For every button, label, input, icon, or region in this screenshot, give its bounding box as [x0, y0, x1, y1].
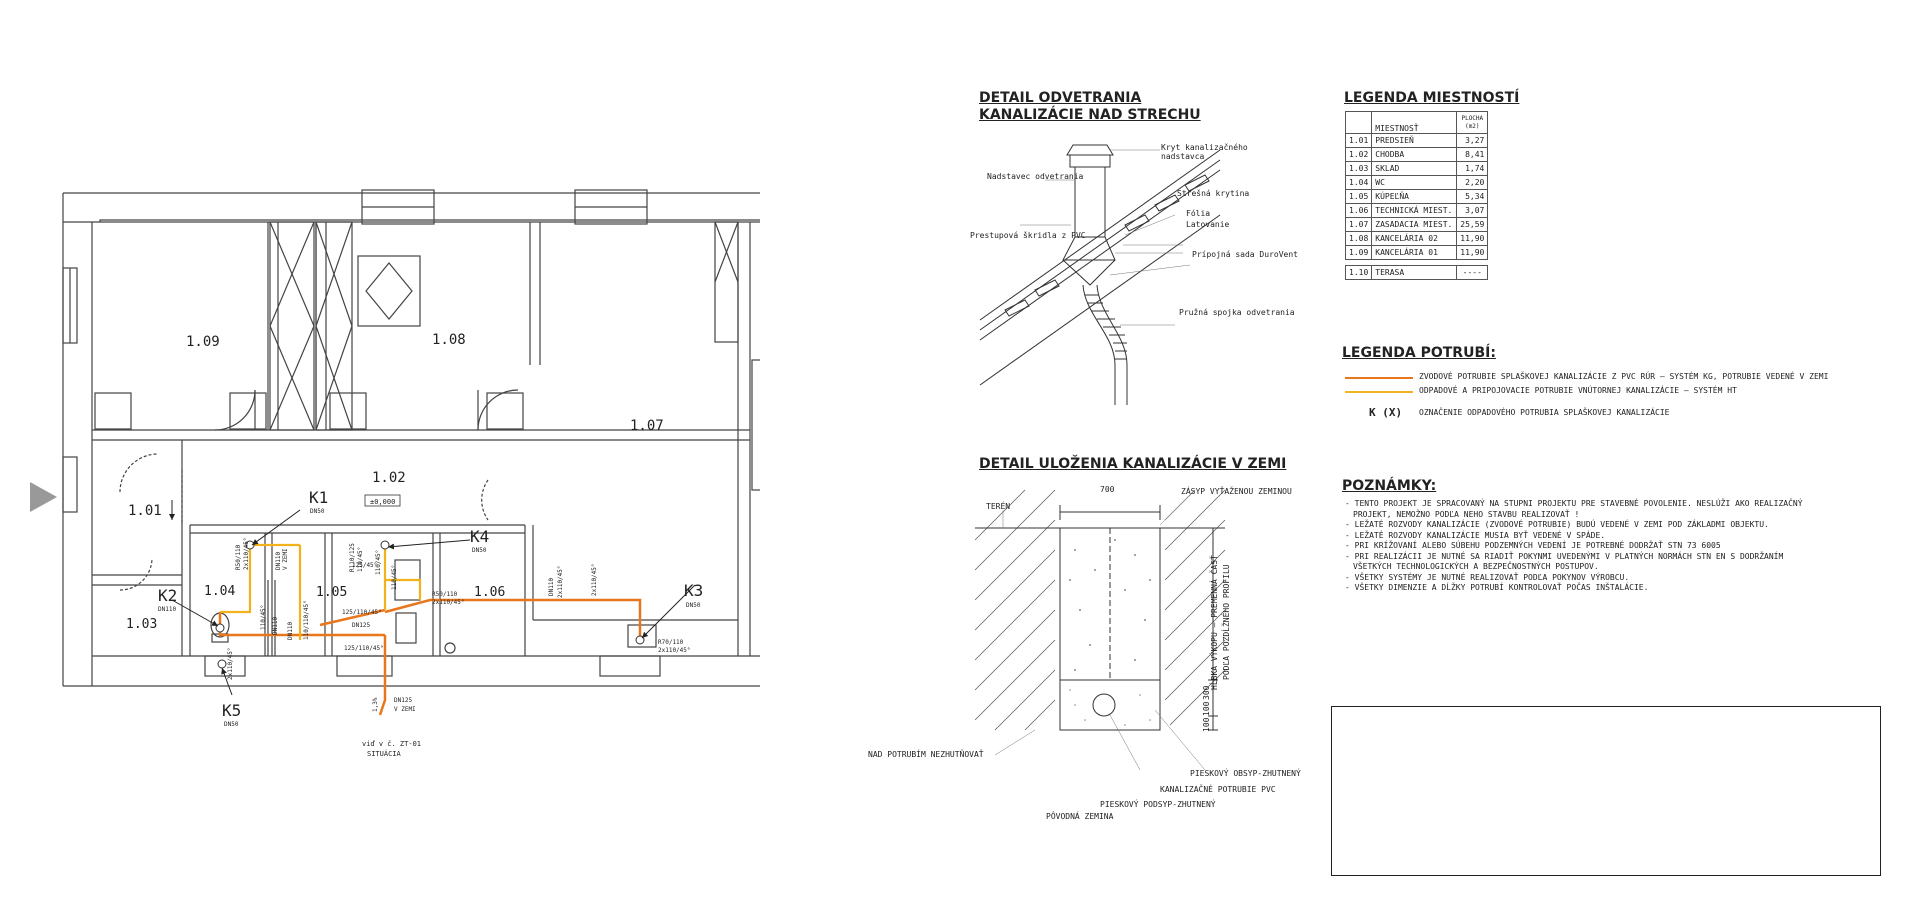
floor-plan: [0, 0, 760, 905]
room-label-1-05: 1.05: [316, 585, 348, 600]
title-block: [1331, 706, 1881, 876]
pipe-label: R50/110: [235, 544, 242, 570]
table-row: 1.08 KANCELÁRIA 02 11,90: [1346, 232, 1488, 246]
note-item: - VŠETKY SYSTÉMY JE NUTNÉ REALIZOVAŤ PODĽA POKYNOV VÝROBCU.: [1345, 572, 1630, 582]
stack-label-k1: K1: [309, 488, 329, 507]
room-legend-header-area: PLOCHA: [1461, 114, 1484, 122]
pipe-label: DN110: [275, 551, 282, 570]
pipe-label: R110/125: [349, 543, 356, 572]
pipe-label: 125/110/45°: [344, 645, 384, 652]
note-item: - LEŽATÉ ROZVODY KANALIZÁCIE (ZVODOVÉ POTRUBIE) BUDÚ VEDENÉ V ZEMI POD ZÁKLADMI OBJEKTU.: [1345, 520, 1769, 529]
table-row: 1.09 KANCELÁRIA 01 11,90: [1346, 246, 1488, 260]
pipe-label: R50/110: [432, 591, 458, 598]
note-item: - LEŽATÉ ROZVODY KANALIZÁCIE MUSIA BYŤ VEDENÉ V SPÁDE.: [1345, 530, 1606, 540]
table-row: 1.07 ZASADACIA MIEST. 25,59: [1346, 218, 1488, 232]
pipe-label: 2x110/45°: [557, 565, 564, 598]
vent-label-cap2: nadstavca: [1161, 152, 1205, 161]
entrance-arrow-icon: [30, 482, 57, 512]
pipe-label: R70/110: [658, 639, 684, 646]
room-legend-header-unit: (m2): [1465, 122, 1480, 130]
notes-title: POZNÁMKY:: [1342, 478, 1437, 494]
stack-dn-k5: DN50: [224, 721, 239, 728]
pipe-label: 110/45°: [357, 546, 364, 572]
room-label-1-06: 1.06: [474, 585, 506, 600]
pipe-label: 110/45°: [260, 604, 267, 630]
ground-label-width: 700: [1100, 485, 1115, 494]
vent-label-roofing: Strešná krytina: [1177, 189, 1250, 198]
pipe-label: 1,3%: [372, 697, 379, 712]
legend-stack-symbol: K (X): [1369, 406, 1403, 419]
notes-list: [1345, 499, 1805, 594]
pipe-legend-title: LEGENDA POTRUBÍ:: [1342, 345, 1496, 361]
room-label-1-03: 1.03: [126, 617, 158, 632]
pipe-label: 110/110/45°: [303, 600, 310, 640]
ground-label-sand-over: PIESKOVÝ OBSYP-ZHUTNENÝ: [1190, 769, 1301, 778]
ground-label-100b: 100: [1202, 717, 1211, 732]
vent-label-lath: Latovanie: [1186, 220, 1230, 229]
room-legend-title: LEGENDA MIESTNOSTÍ: [1344, 90, 1520, 106]
ref-label: viď v č. ZT-01: [362, 740, 422, 748]
ground-label-over-pipe: NAD POTRUBÍM NEZHUTŇOVAŤ: [868, 750, 984, 759]
pipe-label: 125/45°: [352, 562, 378, 569]
stack-dn-k3: DN50: [686, 602, 701, 609]
table-row: 1.06 TECHNICKÁ MIEST. 3,07: [1346, 204, 1488, 218]
pipe-label: 2x110/45°: [243, 537, 250, 570]
room-label-1-07: 1.07: [630, 418, 664, 434]
room-label-1-08: 1.08: [432, 332, 466, 348]
stack-label-k5: K5: [222, 701, 242, 720]
ground-label-pipe: KANALIZAČNÉ POTRUBIE PVC: [1160, 785, 1276, 794]
vent-label-cap: Kryt kanalizačného: [1161, 143, 1248, 152]
stack-dn-k4: DN50: [472, 547, 487, 554]
ground-label-100: 100: [1202, 701, 1211, 716]
room-legend-header-name: MIESTNOSŤ: [1372, 112, 1457, 134]
legend-text-inner: ODPADOVÉ A PRIPOJOVACIE POTRUBIE VNÚTORNEJ KANALIZÁCIE – SYSTÉM HT: [1419, 386, 1737, 395]
stack-label-k2: K2: [158, 586, 178, 605]
pipe-label: 125/110/45°: [342, 609, 382, 616]
detail-ground-title: DETAIL ULOŽENIA KANALIZÁCIE V ZEMI: [979, 456, 1287, 472]
ground-label-depth1: HĹBKA VÝKOPU – PREMENNÁ ČASŤ: [1210, 555, 1219, 690]
ground-label-soil: PÔVODNÁ ZEMINA: [1046, 812, 1114, 821]
table-row-terrace: 1.10 TERASA ----: [1346, 266, 1488, 280]
pipe-label: DN110: [548, 577, 555, 596]
legend-line-ground: [1345, 377, 1413, 379]
room-label-1-04: 1.04: [204, 584, 236, 599]
ground-label-300: 300: [1202, 685, 1211, 700]
note-item: - VŠETKY DIMENZIE A DĹŽKY POTRUBÍ KONTROLOVAŤ POČAS INŠTALÁCIE.: [1345, 583, 1649, 592]
stack-dn-k1: DN50: [310, 508, 325, 515]
table-row: 1.03 SKLAD 1,74: [1346, 162, 1488, 176]
legend-text-ground: ZVODOVÉ POTRUBIE SPLAŠKOVEJ KANALIZÁCIE Z PVC RÚR – SYSTÉM KG, POTRUBIE VEDENÉ V ZEMI: [1419, 372, 1829, 381]
note-item: - PRI REALIZÁCII JE NUTNÉ SA RIADIŤ POKYNMI UVEDENÝMI V PLATNÝCH NORMÁCH STN EN S DODRŽANÍM VŠETKÝCH TECHNOLOGICKÝCH A BEZPEČNOSTNÝCH POSTUPOV.: [1345, 551, 1784, 571]
level-mark: ±0,000: [370, 498, 396, 506]
pipe-label: V ZEMI: [394, 706, 416, 713]
room-label-1-01: 1.01: [128, 503, 162, 519]
pipe-label: V ZEMI: [282, 548, 289, 570]
detail-vent-title: DETAIL ODVETRANIA KANALIZÁCIE NAD STRECHU: [979, 90, 1201, 123]
ground-label-sand-under: PIESKOVÝ PODSYP-ZHUTNENÝ: [1100, 800, 1216, 809]
stack-dn-k2: DN110: [158, 606, 177, 613]
stack-label-k4: K4: [470, 527, 490, 546]
table-row: 1.04 WC 2,20: [1346, 176, 1488, 190]
room-legend-table: [1345, 111, 1488, 280]
pipe-label: 2x110/45°: [432, 599, 465, 606]
ground-label-teren: TERÉN: [986, 502, 1011, 511]
table-row: 1.05 KÚPEĽŇA 5,34: [1346, 190, 1488, 204]
table-row: 1.01 PREDSIEŇ 3,27: [1346, 134, 1488, 148]
ref-label: SITUÁCIA: [367, 750, 401, 758]
pipe-label: DN110: [272, 616, 279, 635]
legend-line-inner: [1345, 391, 1413, 393]
stack-label-k3: K3: [684, 581, 704, 600]
room-label-1-02: 1.02: [372, 470, 406, 486]
ground-label-depth2: PODĽA POZDĹŽNÉHO PROFILU: [1222, 564, 1231, 680]
vent-label-tile: Prestupová škridla z PVC: [970, 231, 1086, 240]
pipe-label: 110/45°: [375, 549, 382, 575]
table-row: 1.02 CHODBA 8,41: [1346, 148, 1488, 162]
note-item: - PRI KRÍŽOVANÍ ALEBO SÚBEHU PODZEMNÝCH VEDENÍ JE POTREBNÉ DODRŽAŤ STN 73 6005: [1345, 541, 1721, 550]
ground-label-backfill: ZÁSYP VYŤAŽENOU ZEMINOU: [1181, 487, 1292, 496]
vent-label-nadstavec: Nadstavec odvetrania: [987, 172, 1084, 181]
pipe-label: 2x110/45°: [591, 563, 598, 596]
pipe-label: DN110: [287, 621, 294, 640]
vent-label-foil: Fólia: [1186, 209, 1211, 218]
note-item: - TENTO PROJEKT JE SPRACOVANÝ NA STUPNI PROJEKTU PRE STAVEBNÉ POVOLENIE. NESLÚŽI AKO REALIZAČNÝ PROJEKT, NEMOŽNO PODĽA NEHO STAVBU REALIZOVAŤ !: [1345, 499, 1803, 519]
pipe-label: DN125: [352, 622, 371, 629]
pipe-label: 110/45°: [391, 564, 398, 590]
vent-label-kit: Prípojná sada DuroVent: [1192, 250, 1298, 259]
room-label-1-09: 1.09: [186, 334, 220, 350]
pipe-label: 2x110/45°: [227, 647, 234, 680]
pipe-label: DN125: [394, 697, 413, 704]
vent-label-flex: Pružná spojka odvetrania: [1179, 308, 1295, 317]
pipe-label: 2x110/45°: [658, 647, 691, 654]
legend-stack-text: OZNAČENIE ODPADOVÉHO POTRUBIA SPLAŠKOVEJ KANALIZÁCIE: [1419, 408, 1670, 417]
